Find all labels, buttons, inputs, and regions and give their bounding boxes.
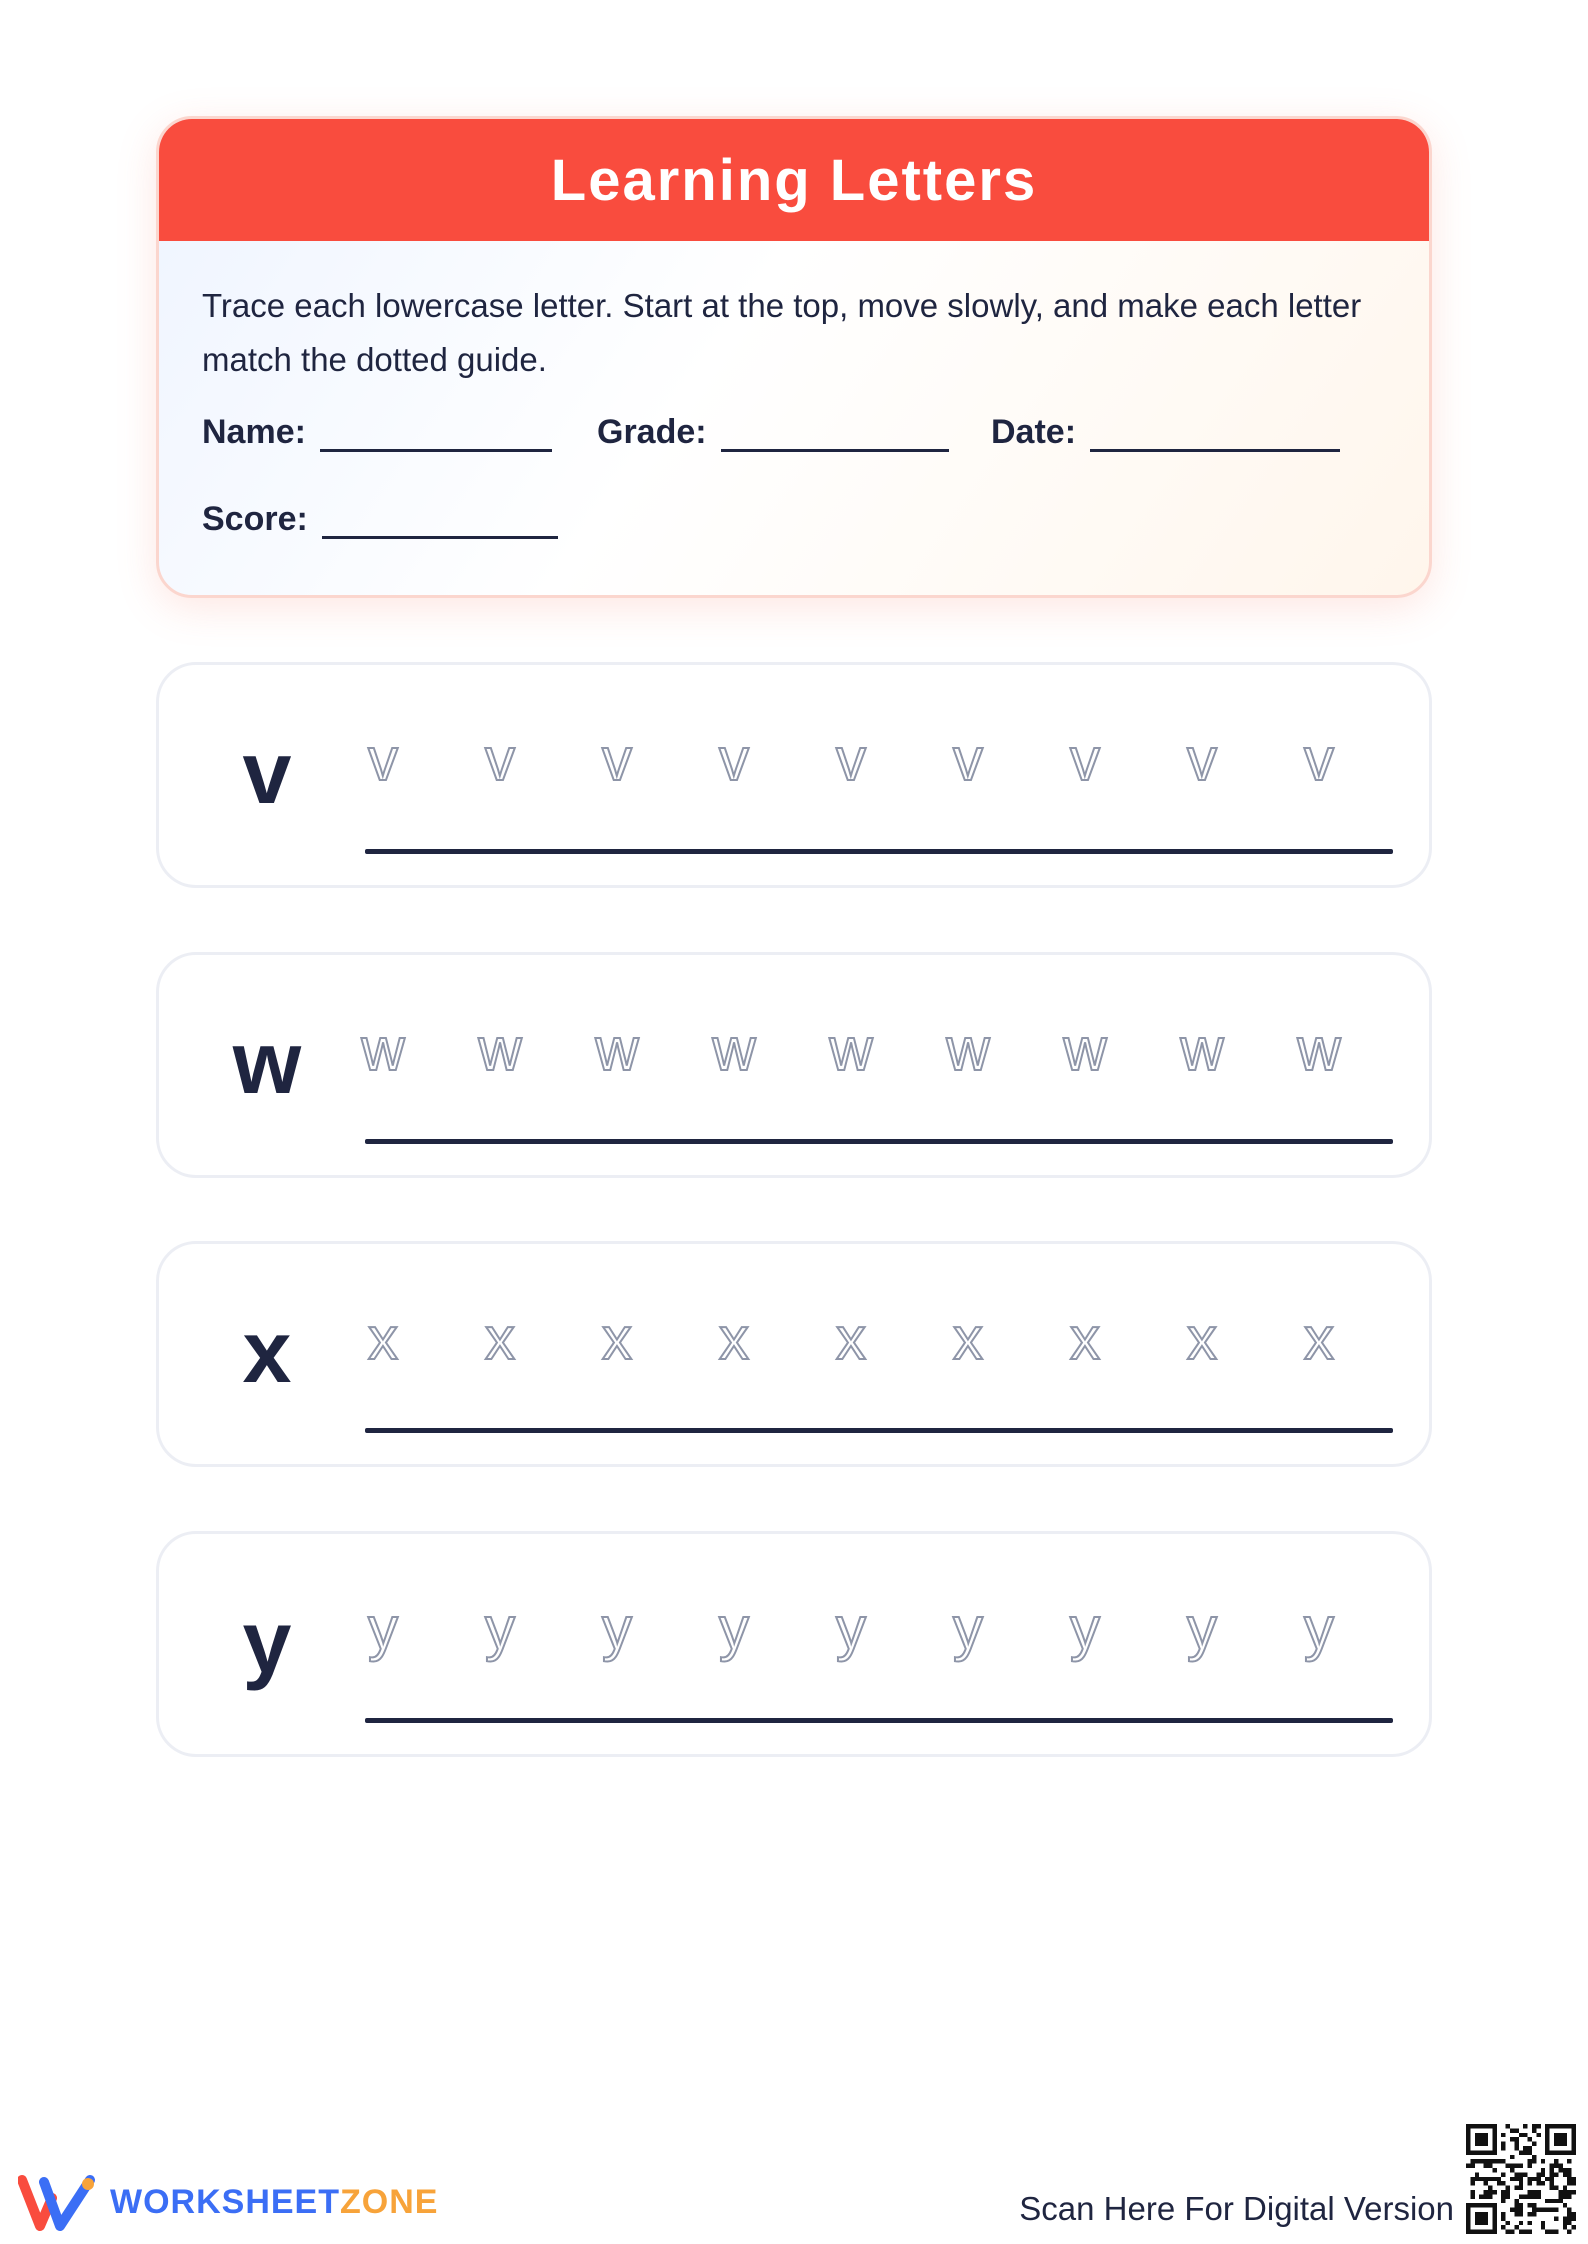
model-letter: w bbox=[232, 1013, 302, 1112]
trace-letter[interactable]: y bbox=[719, 1595, 749, 1662]
trace-letter[interactable]: y bbox=[836, 1595, 866, 1662]
score-label: Score: bbox=[202, 500, 308, 538]
writing-baseline bbox=[365, 1428, 1393, 1433]
writing-baseline bbox=[365, 1139, 1393, 1144]
brand-name bbox=[110, 2183, 438, 2222]
trace-letter[interactable]: v bbox=[602, 726, 632, 793]
name-write-line[interactable] bbox=[320, 409, 552, 452]
qr-code-icon[interactable] bbox=[1466, 2124, 1576, 2234]
trace-letter[interactable]: y bbox=[953, 1595, 983, 1662]
grade-label: Grade: bbox=[597, 413, 707, 451]
trace-letter[interactable]: v bbox=[1187, 726, 1217, 793]
trace-letter[interactable]: y bbox=[602, 1595, 632, 1662]
trace-letter[interactable]: y bbox=[1304, 1595, 1334, 1662]
name-field[interactable] bbox=[202, 409, 552, 452]
trace-letter[interactable]: w bbox=[1297, 1016, 1341, 1083]
trace-letter[interactable]: y bbox=[1070, 1595, 1100, 1662]
trace-letter[interactable]: w bbox=[595, 1016, 639, 1083]
trace-letter[interactable]: x bbox=[602, 1305, 632, 1372]
date-field[interactable] bbox=[991, 409, 1340, 452]
trace-letter[interactable]: x bbox=[1304, 1305, 1334, 1372]
brand-name-part2: ZONE bbox=[340, 2182, 439, 2221]
trace-letter[interactable]: w bbox=[829, 1016, 873, 1083]
grade-field[interactable] bbox=[597, 409, 949, 452]
trace-letter[interactable]: x bbox=[1070, 1305, 1100, 1372]
trace-letter[interactable]: y bbox=[368, 1595, 398, 1662]
trace-letter[interactable]: w bbox=[1063, 1016, 1107, 1083]
trace-letter[interactable]: x bbox=[1187, 1305, 1217, 1372]
model-letter: y bbox=[242, 1592, 292, 1691]
trace-letter[interactable]: v bbox=[719, 726, 749, 793]
trace-letter[interactable]: x bbox=[719, 1305, 749, 1372]
trace-letter[interactable]: w bbox=[478, 1016, 522, 1083]
date-write-line[interactable] bbox=[1090, 409, 1340, 452]
writing-baseline bbox=[365, 849, 1393, 854]
trace-letter[interactable]: x bbox=[485, 1305, 515, 1372]
tracing-row-y bbox=[156, 1531, 1432, 1757]
grade-write-line[interactable] bbox=[721, 409, 949, 452]
instructions-text: Trace each lowercase letter. Start at the top, move slowly, and make each letter match the dotted guide. bbox=[202, 287, 1362, 378]
trace-letter[interactable]: w bbox=[712, 1016, 756, 1083]
trace-letter[interactable]: w bbox=[361, 1016, 405, 1083]
score-write-line[interactable] bbox=[322, 496, 558, 539]
worksheetzone-logo bbox=[18, 2172, 438, 2232]
page-title: Learning Letters bbox=[550, 147, 1038, 213]
trace-letter[interactable]: v bbox=[485, 726, 515, 793]
worksheet-header-card bbox=[156, 116, 1432, 598]
trace-letter[interactable]: v bbox=[1304, 726, 1334, 793]
date-label: Date: bbox=[991, 413, 1077, 451]
tracing-row-v bbox=[156, 662, 1432, 888]
trace-letter[interactable]: x bbox=[368, 1305, 398, 1372]
writing-baseline bbox=[365, 1718, 1393, 1723]
trace-letter[interactable]: y bbox=[1187, 1595, 1217, 1662]
trace-letter[interactable]: w bbox=[1180, 1016, 1224, 1083]
brand-name-part1: WORKSHEET bbox=[110, 2182, 340, 2221]
trace-letter[interactable]: v bbox=[836, 726, 866, 793]
trace-letter[interactable]: v bbox=[1070, 726, 1100, 793]
title-bar bbox=[159, 119, 1429, 241]
model-letter: x bbox=[242, 1302, 292, 1401]
tracing-row-w bbox=[156, 952, 1432, 1178]
scan-caption: Scan Here For Digital Version bbox=[1019, 2190, 1454, 2227]
trace-letter[interactable]: y bbox=[485, 1595, 515, 1662]
worksheetzone-logo-icon bbox=[18, 2172, 98, 2232]
trace-letter[interactable]: x bbox=[836, 1305, 866, 1372]
trace-letter[interactable]: w bbox=[946, 1016, 990, 1083]
name-label: Name: bbox=[202, 413, 306, 451]
model-letter: v bbox=[242, 723, 292, 822]
trace-letter[interactable]: x bbox=[953, 1305, 983, 1372]
tracing-row-x bbox=[156, 1241, 1432, 1467]
trace-letter[interactable]: v bbox=[368, 726, 398, 793]
trace-letter[interactable]: v bbox=[953, 726, 983, 793]
score-field[interactable] bbox=[202, 496, 558, 539]
